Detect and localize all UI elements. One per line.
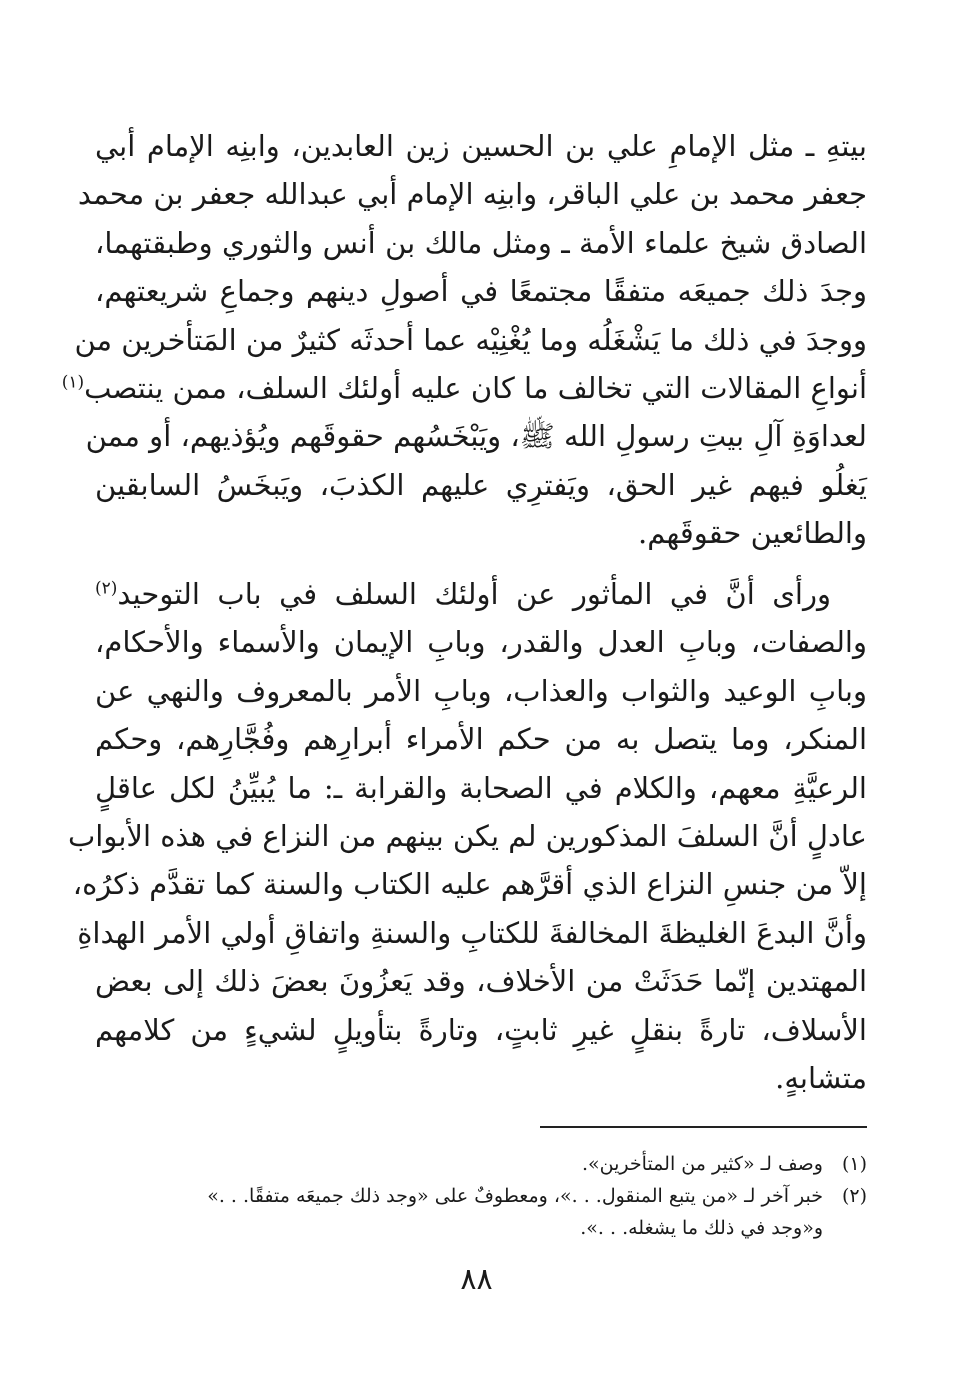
text-line: وبابِ الوعيد والثواب والعذاب، وبابِ الأمر بالمعروف والنهي عن <box>95 673 867 708</box>
text-line: بيتهِ ـ مثل الإمامِ علي بن الحسين زين العابدين، وابنِه الإمام أبي <box>95 129 867 163</box>
text-line: المهتدين إنّما حَدَثَتْ من الأخلاف، وقد يَعزُونَ بعضَ ذلك إلى بعض <box>95 964 867 999</box>
text-line: يَغلُو فيهم غير الحق، ويَفترِي عليهم الكذبَ، ويَبخَسُ السابقين <box>95 467 867 502</box>
text-line: والصفات، وبابِ العدل والقدر، وبابِ الإيمان والأسماء والأحكام، <box>95 625 867 660</box>
footnote-divider <box>540 1126 867 1128</box>
footnote-continuation: و«وجد في ذلك ما يشغله. . .». <box>580 1217 823 1239</box>
footnote-number: (١) <box>841 1153 867 1175</box>
text-line: والطائعين حقوقَهم. <box>638 516 867 551</box>
text-line: إلاّ من جنسِ النزاع الذي أقرَّهم عليه الكتاب والسنة كما تقدَّم ذكرُه، <box>72 867 867 902</box>
text-line: جعفر محمد بن علي الباقر، وابنِه الإمام أبي عبدالله جعفر بن محمد <box>77 177 867 212</box>
text-line: المنكر، وما يتصل به من حكم الأمراء أبرارِهم وفُجَّارِهم، وحكم <box>95 722 867 757</box>
footnote-1 <box>150 1148 867 1180</box>
text-line-content: ورأى أنَّ في المأثور عن أولئك السلف في باب التوحيد <box>117 577 831 611</box>
text-line: الأسلاف، تارةً بنقلٍ غيرِ ثابتٍ، وتارةً بتأويلٍ لشيءٍ من كلامهم <box>95 1012 867 1047</box>
paragraph-1 <box>61 122 867 558</box>
text-line: وجدَ ذلك جميعَه متفقًا مجتمعًا في أصولِ دينهم وجماعِ شريعتهم، <box>95 274 867 309</box>
footnote-number: (٢) <box>841 1185 867 1207</box>
footnote-marker: (١) <box>61 372 85 393</box>
footnotes <box>150 1148 867 1244</box>
text-line: متشابهٍ. <box>775 1061 867 1096</box>
text-line-with-footnote <box>95 570 867 618</box>
footnote-marker: (٢) <box>95 578 118 599</box>
text-line: وأنَّ البدعَ الغليظةَ المخالفةَ للكتابِ والسنةِ واتفاقِ أولي الأمر الهداةِ <box>77 915 867 950</box>
text-line: الصادق شيخ علماء الأمة ـ ومثل مالك بن أنس والثوري وطبقتهما، <box>95 225 867 260</box>
text-line: الرعيَّةِ معهم، والكلام في الصحابة والقرابة ـ: ما يُبيِّنُ لكل عاقلٍ <box>95 770 867 805</box>
footnote-text: وصف لـ «كثير من المتأخرين». <box>582 1153 823 1175</box>
text-line-with-footnote <box>61 364 867 412</box>
paragraph-2 <box>68 570 867 1102</box>
text-line: ووجدَ في ذلك ما يَشْغَلُه وما يُغْنِيْه عما أحدثَه كثيرٌ من المَتأخرين من <box>74 322 867 357</box>
footnote-2 <box>150 1180 867 1244</box>
footnote-text: خبر آخر لـ «من يتبع المنقول. . .»، ومعطوفٌ على «وجد ذلك جميعَه متفقًا. . .» <box>207 1185 823 1207</box>
text-line-content: أنواعِ المقالات التي تخالف ما كان عليه أولئك السلف، ممن ينتصب <box>84 371 867 406</box>
text-line: عادلٍ أنَّ السلفَ المذكورين لم يكن بينهم من النزاع في هذه الأبواب <box>68 819 867 854</box>
text-line: لعداوَةِ آلِ بيتِ رسولِ الله ﷺ، ويَبْخَسُهم حقوقَهم ويُؤذيهم، أو ممن <box>85 419 867 454</box>
page-number: ٨٨ <box>460 1262 493 1297</box>
